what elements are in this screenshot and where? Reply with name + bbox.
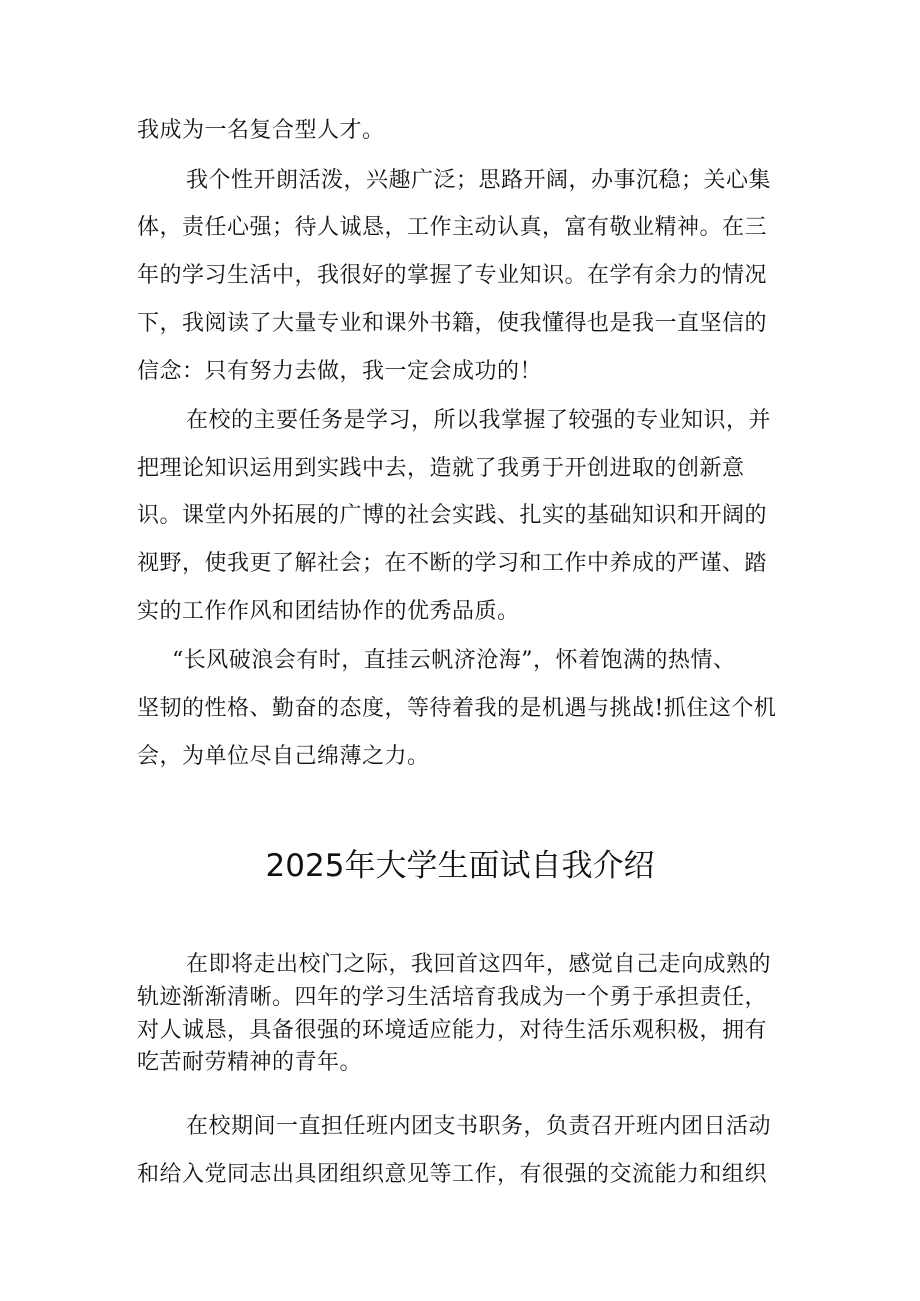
paragraph-line: 体，责任心强；待人诚恳，工作主动认真，富有敬业精神。在三 — [137, 215, 768, 240]
paragraph-line: 会，为单位尽自己绵薄之力。 — [137, 744, 430, 769]
paragraph-line: 对人诚恳，具备很强的环境适应能力，对待生活乐观积极，拥有 — [137, 1018, 768, 1043]
paragraph-line: 实的工作作风和团结协作的优秀品质。 — [137, 599, 520, 624]
paragraph-line: 在即将走出校门之际，我回首这四年，感觉自己走向成熟的 — [186, 952, 772, 977]
section-heading: 2025年大学生面试自我介绍 — [265, 848, 655, 884]
paragraph-line: 我成为一名复合型人才。 — [137, 118, 385, 143]
paragraph-line: 吃苦耐劳精神的青年。 — [137, 1050, 363, 1075]
paragraph-line: 我个性开朗活泼，兴趣广泛；思路开阔，办事沉稳；关心集 — [186, 168, 772, 193]
paragraph-line: 在校的主要任务是学习，所以我掌握了较强的专业知识，并 — [186, 408, 772, 433]
paragraph-line: “长风破浪会有时，直挂云帆济沧海”，怀着饱满的热情、 — [172, 648, 736, 673]
paragraph-line: 把理论知识运用到实践中去，造就了我勇于开创进取的创新意 — [137, 456, 745, 481]
paragraph-line: 下，我阅读了大量专业和课外书籍，使我懂得也是我一直坚信的 — [137, 311, 768, 336]
paragraph-line: 年的学习生活中，我很好的掌握了专业知识。在学有余力的情况 — [137, 263, 768, 288]
paragraph-line: 信念：只有努力去做，我一定会成功的！ — [137, 359, 543, 384]
paragraph-line: 和给入党同志出具团组织意见等工作，有很强的交流能力和组织 — [137, 1162, 768, 1187]
paragraph-line: 坚韧的性格、勤奋的态度，等待着我的是机遇与挑战!抓住这个机 — [137, 696, 777, 721]
paragraph-line: 视野，使我更了解社会；在不断的学习和工作中养成的严谨、踏 — [137, 551, 768, 576]
paragraph-line: 轨迹渐渐清晰。四年的学习生活培育我成为一个勇于承担责任， — [137, 985, 768, 1010]
paragraph-line: 识。课堂内外拓展的广博的社会实践、扎实的基础知识和开阔的 — [137, 503, 768, 528]
paragraph-line: 在校期间一直担任班内团支书职务，负责召开班内团日活动 — [186, 1114, 772, 1139]
